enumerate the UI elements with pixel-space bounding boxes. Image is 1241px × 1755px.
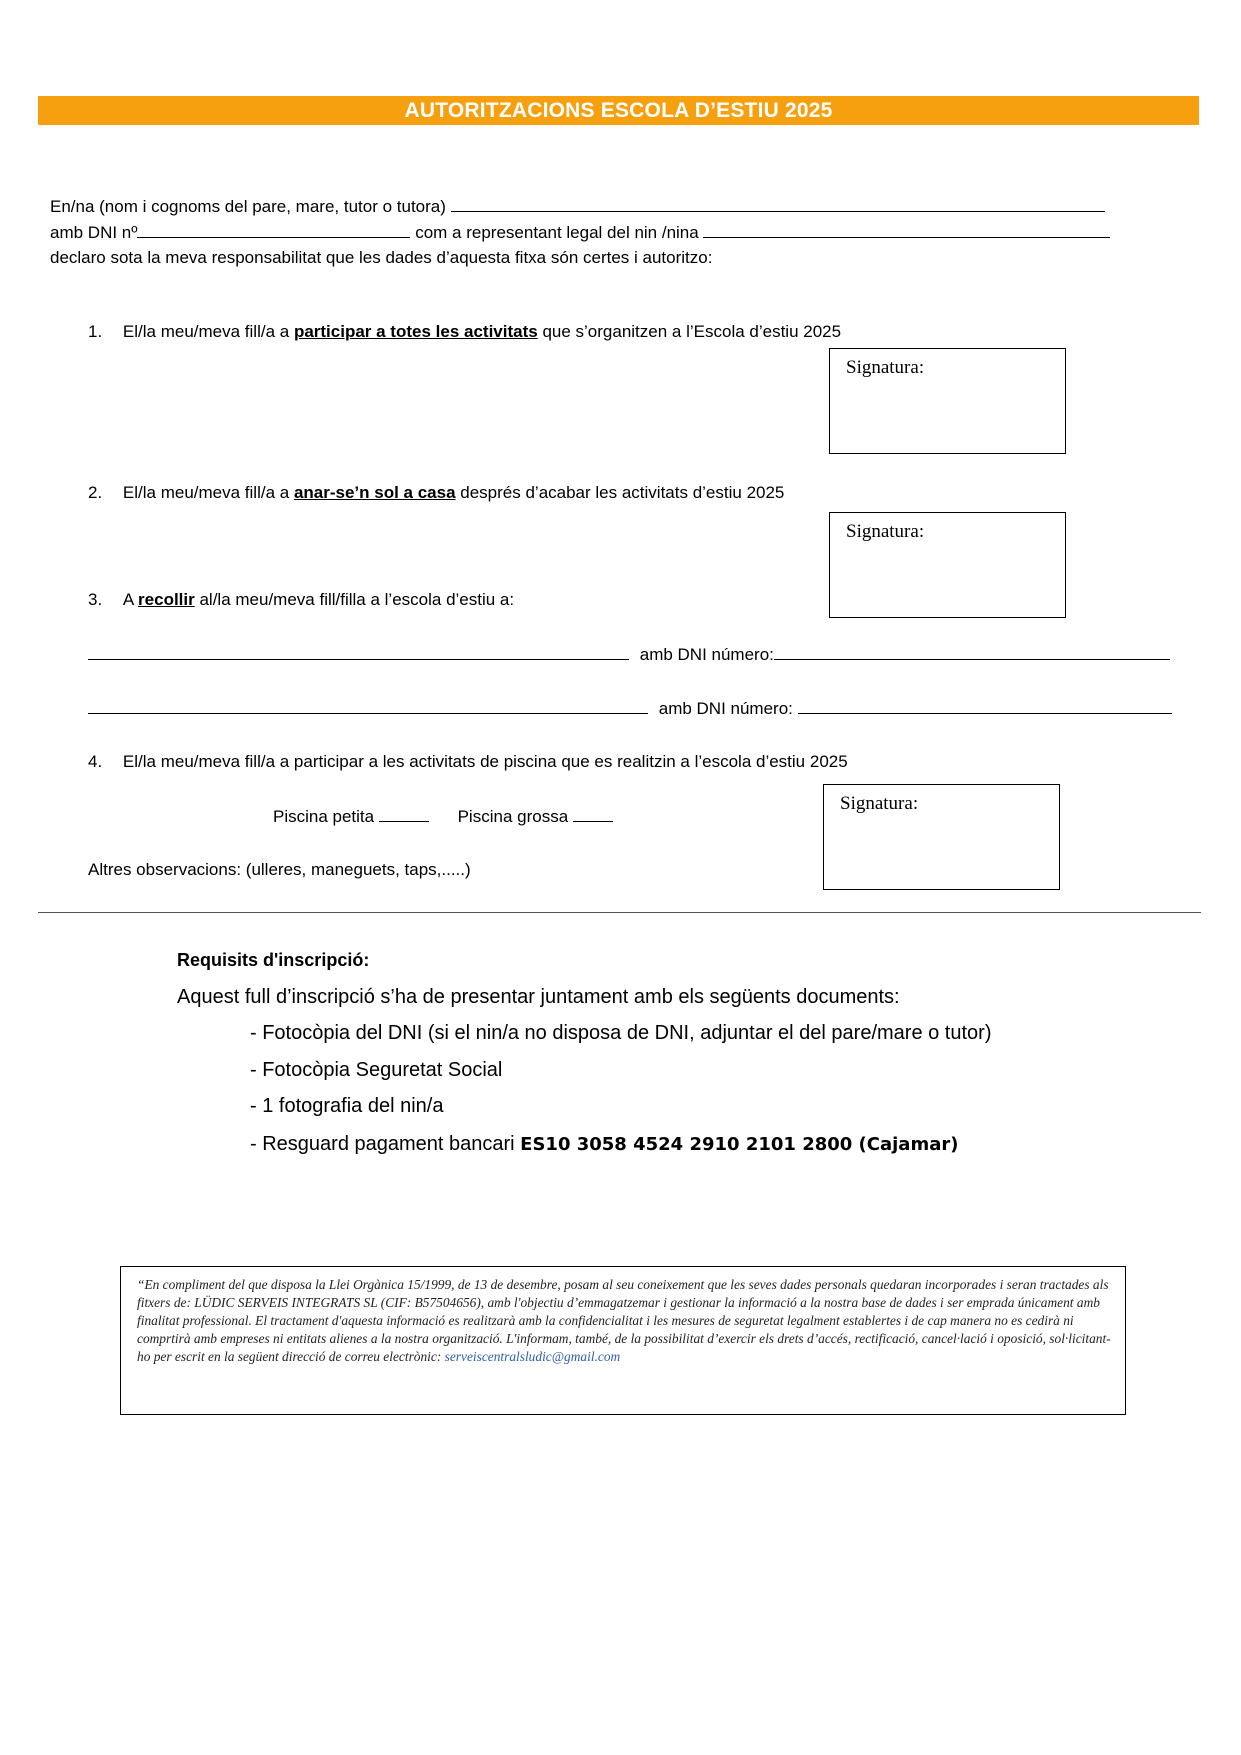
requirement-social-security: - Fotocòpia Seguretat Social: [250, 1059, 503, 1081]
intro-declaration: declaro sota la meva responsabilitat que les dades d’aquesta fitxa són certes i autoritzo:: [50, 248, 713, 267]
pickup-row-2: [88, 698, 1172, 719]
intro-label-dni: amb DNI nº: [50, 223, 138, 242]
form-title: AUTORITZACIONS ESCOLA D’ESTIU 2025: [38, 96, 1199, 125]
item-4-number: 4.: [88, 752, 103, 771]
signature-box-3[interactable]: [823, 784, 1060, 890]
requirement-photo: - 1 fotografia del nin/a: [250, 1095, 444, 1117]
item-1-pre: El/la meu/meva fill/a a: [122, 322, 294, 341]
privacy-notice: [120, 1266, 1126, 1415]
pickup-person-2-name-field[interactable]: [88, 698, 648, 714]
item-3-bold: recollir: [138, 590, 195, 609]
pool-options: [273, 806, 613, 827]
requirement-payment-label: - Resguard pagament bancari: [250, 1133, 521, 1155]
item-4-text: El/la meu/meva fill/a a participar a les activitats de piscina que es realitzin a l’escola d’estiu 2025: [122, 752, 848, 771]
bank-account-number: ES10 3058 4524 2910 2101 2800 (Cajamar): [520, 1134, 959, 1155]
section-divider: [38, 912, 1201, 913]
requirement-dni: - Fotocòpia del DNI (si el nin/a no disposa de DNI, adjuntar el del pare/mare o tutor): [250, 1022, 992, 1044]
signature-box-1[interactable]: [829, 348, 1066, 454]
observations: Altres observacions: (ulleres, maneguets, taps,.....): [88, 860, 471, 879]
item-2-bold: anar-se’n sol a casa: [293, 483, 456, 502]
requirements-title: Requisits d'inscripció:: [177, 950, 370, 970]
item-3-pre: A: [122, 590, 139, 609]
pool-large-label: Piscina grossa: [457, 807, 569, 826]
signature-label-3: Signatura:: [840, 793, 919, 814]
item-3-number: 3.: [88, 590, 103, 609]
item-2-pre: El/la meu/meva fill/a a: [122, 483, 294, 502]
item-1-bold: participar a totes les activitats: [293, 322, 538, 341]
pickup-person-1-name-field[interactable]: [88, 644, 629, 660]
parent-dni-field[interactable]: [137, 222, 410, 238]
item-1-post: que s’organitzen a l’Escola d’estiu 2025: [537, 322, 842, 341]
item-2: [88, 483, 784, 503]
requirements-intro: Aquest full d’inscripció s’ha de presentar juntament amb els següents documents:: [177, 986, 900, 1008]
pickup-person-1-dni-field[interactable]: [774, 644, 1170, 660]
pickup-row-2-label: amb DNI número:: [658, 699, 793, 718]
pool-small-label: Piscina petita: [273, 807, 375, 826]
pickup-person-2-dni-field[interactable]: [798, 698, 1172, 714]
item-1: [88, 322, 841, 342]
signature-label-2: Signatura:: [846, 521, 925, 542]
parent-name-field[interactable]: [451, 196, 1105, 212]
pickup-row-1: [88, 644, 1170, 665]
item-3-post: al/la meu/meva fill/filla a l’escola d’estiu a:: [194, 590, 515, 609]
item-1-number: 1.: [88, 322, 103, 341]
requirement-payment: [250, 1133, 958, 1156]
pickup-row-1-label: amb DNI número:: [639, 645, 774, 664]
contact-email-link[interactable]: serveiscentralsludic@gmail.com: [444, 1349, 621, 1364]
signature-label-1: Signatura:: [846, 357, 925, 378]
item-2-number: 2.: [88, 483, 103, 502]
item-4: [88, 752, 848, 772]
pool-large-field[interactable]: [573, 806, 613, 822]
intro-line-2: [50, 222, 1110, 243]
intro-label-name: En/na (nom i cognoms del pare, mare, tutor o tutora): [50, 197, 446, 216]
intro-label-representative: com a representant legal del nin /nina: [415, 223, 699, 242]
signature-box-2[interactable]: [829, 512, 1066, 618]
item-3: [88, 590, 514, 610]
pool-small-field[interactable]: [379, 806, 429, 822]
item-2-post: després d’acabar les activitats d’estiu 2025: [455, 483, 785, 502]
privacy-notice-text: “En compliment del que disposa la Llei Orgànica 15/1999, de 13 de desembre, posam al seu coneixement que les seves dades personals quedaran incorporades i seran tractades als fitxers de: LÜDIC SERVEIS INTEGRATS SL (CIF: B57504656), amb l'objectiu d’emmagatzemar i gestionar la informació a la nostra base de dades i ser emprada únicament amb finalitat professional. El tractament d'aquesta informació es realitzarà amb la confidencialitat i les mesures de seguretat legalment establertes i de cap manera no es cedirà ni comprtirà amb empreses ni entitats alienes a la nostra organització. L'informam, també, de la possibilitat d’exercir els drets d’accés, rectificació, cancel·lació i oposició, sol·licitant-ho per escrit en la següent direcció de correu electrònic:: [137, 1277, 1111, 1364]
intro-line-1: [50, 196, 1105, 217]
child-name-field[interactable]: [703, 222, 1110, 238]
